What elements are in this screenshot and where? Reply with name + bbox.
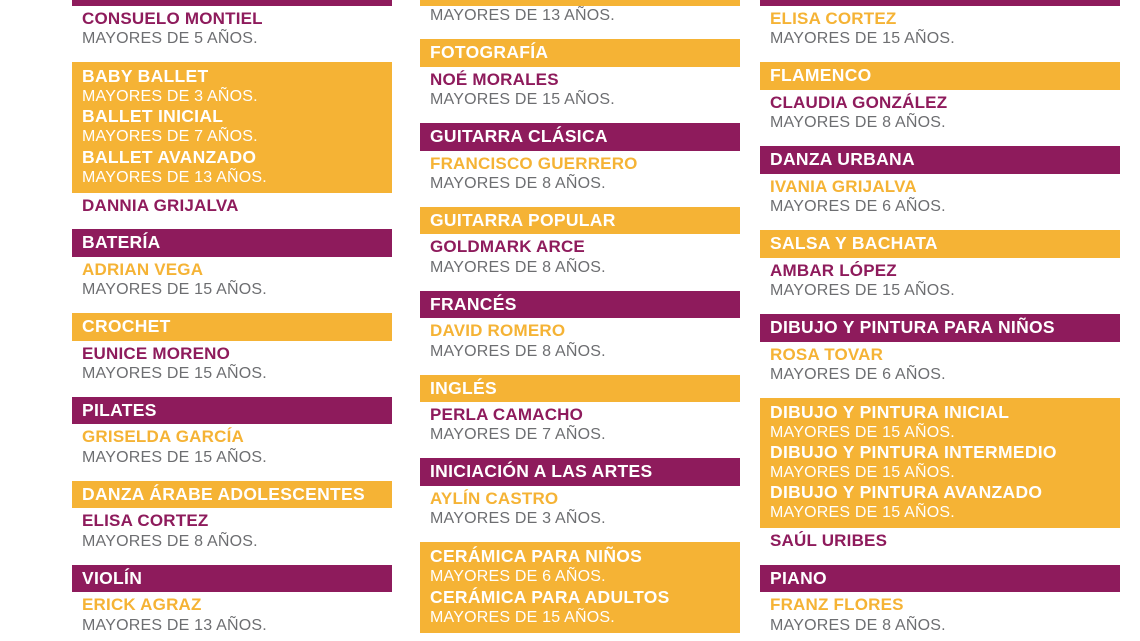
course-title-bar: CROCHET [72, 313, 392, 341]
course-block-violin [72, 565, 392, 636]
age-requirement: MAYORES DE 15 AÑOS. [770, 464, 955, 481]
age-requirement: MAYORES DE 15 AÑOS. [770, 281, 955, 299]
age-requirement: MAYORES DE 13 AÑOS. [430, 7, 615, 24]
course-title-bar: SALSA Y BACHATA [760, 230, 1120, 258]
age-requirement: MAYORES DE 6 AÑOS. [430, 568, 606, 586]
course-title-bar: PIANO [760, 565, 1120, 593]
teacher-name: PERLA CAMACHO [430, 405, 584, 425]
course-title-bar [760, 0, 1120, 6]
course-block-piano [760, 565, 1120, 636]
course-title-bar-group [420, 542, 740, 632]
course-block-iniciacion-artes [420, 458, 740, 529]
age-requirement: MAYORES DE 15 AÑOS. [770, 423, 955, 441]
teacher-name: DANNIA GRIJALVA [82, 195, 239, 215]
course-title-bar: DIBUJO Y PINTURA PARA NIÑOS [760, 314, 1120, 342]
course-title: BABY BALLET [82, 66, 209, 87]
teacher-name: GOLDMARK ARCE [430, 237, 585, 257]
teacher-name: ROSA TOVAR [770, 344, 884, 364]
age-requirement: MAYORES DE 15 AÑOS. [82, 364, 267, 382]
age-requirement: MAYORES DE 6 AÑOS. [770, 198, 946, 216]
teacher-name: EUNICE MORENO [82, 343, 231, 363]
course-title-bar: FLAMENCO [760, 62, 1120, 90]
age-requirement: MAYORES DE 15 AÑOS. [82, 448, 267, 466]
age-requirement: MAYORES DE 8 AÑOS. [430, 174, 606, 192]
age-requirement: MAYORES DE 8 AÑOS. [770, 114, 946, 132]
course-title-bar: INGLÉS [420, 375, 740, 403]
age-requirement: MAYORES DE 7 AÑOS. [430, 426, 606, 444]
teacher-name: CONSUELO MONTIEL [82, 9, 263, 28]
course-title-bar [72, 0, 392, 6]
age-requirement: MAYORES DE 15 AÑOS. [770, 504, 955, 522]
course-title: DIBUJO Y PINTURA INICIAL [770, 401, 1010, 422]
age-requirement: MAYORES DE 6 AÑOS. [770, 365, 946, 383]
age-requirement: MAYORES DE 8 AÑOS. [82, 532, 258, 550]
course-title: CERÁMICA PARA NIÑOS [430, 546, 643, 567]
age-requirement: MAYORES DE 13 AÑOS. [82, 616, 267, 634]
teacher-name: AMBAR LÓPEZ [770, 260, 897, 280]
course-block-bateria [72, 229, 392, 300]
teacher-name: ERICK AGRAZ [82, 595, 202, 615]
course-title-bar: DANZA URBANA [760, 146, 1120, 174]
course-title-bar-group [760, 398, 1120, 529]
teacher-name: ELISA CORTEZ [770, 9, 897, 28]
course-block-pilates [72, 397, 392, 468]
course-title-bar: GUITARRA POPULAR [420, 207, 740, 235]
teacher-name: NOÉ MORALES [430, 69, 559, 89]
teacher-name: AYLÍN CASTRO [430, 489, 559, 509]
course-block-flamenco [760, 62, 1120, 133]
course-title-bar: FRANCÉS [420, 291, 740, 319]
course-block-ceramica [420, 542, 740, 632]
age-requirement: MAYORES DE 3 AÑOS. [82, 88, 258, 106]
age-requirement: MAYORES DE 8 AÑOS. [770, 616, 946, 634]
course-title: BALLET AVANZADO [82, 146, 257, 167]
age-requirement: MAYORES DE 15 AÑOS. [82, 280, 267, 298]
teacher-name: ADRIAN VEGA [82, 259, 204, 279]
column-right [760, 0, 1140, 641]
course-block-frances [420, 291, 740, 362]
age-requirement: MAYORES DE 15 AÑOS. [430, 608, 615, 626]
course-title-bar: BATERÍA [72, 229, 392, 257]
course-title-bar: FOTOGRAFÍA [420, 39, 740, 67]
course-block-guitarra-clasica [420, 123, 740, 194]
course-block-partial-left [72, 0, 392, 49]
course-title-bar: DANZA ÁRABE ADOLESCENTES [72, 481, 392, 509]
teacher-name: GRISELDA GARCÍA [82, 427, 244, 447]
course-title: DIBUJO Y PINTURA INTERMEDIO [770, 442, 1057, 462]
course-block-ballet [72, 62, 392, 216]
course-block-danza-arabe [72, 481, 392, 552]
teacher-name: IVANIA GRIJALVA [770, 176, 917, 196]
age-requirement: MAYORES DE 15 AÑOS. [430, 90, 615, 108]
course-block-dibujo-niveles [760, 398, 1120, 552]
course-block-salsa-bachata [760, 230, 1120, 301]
teacher-name: SAÚL URIBES [770, 531, 888, 551]
age-requirement: MAYORES DE 5 AÑOS. [82, 30, 258, 48]
age-requirement: MAYORES DE 3 AÑOS. [430, 510, 606, 528]
course-title-bar: INICIACIÓN A LAS ARTES [420, 458, 740, 486]
course-block-dibujo-ninos [760, 314, 1120, 385]
age-requirement: MAYORES DE 15 AÑOS. [770, 30, 955, 48]
teacher-name: DAVID ROMERO [430, 321, 566, 341]
age-requirement: MAYORES DE 13 AÑOS. [82, 168, 267, 186]
column-center [412, 0, 760, 641]
course-block-partial-right [760, 0, 1120, 49]
course-title-bar: VIOLÍN [72, 565, 392, 593]
course-title-bar: GUITARRA CLÁSICA [420, 123, 740, 151]
course-block-partial-center [420, 0, 740, 26]
teacher-name: ELISA CORTEZ [82, 511, 209, 531]
course-title: CERÁMICA PARA ADULTOS [430, 586, 670, 607]
course-title-bar: PILATES [72, 397, 392, 425]
course-title-bar-group [72, 62, 392, 193]
course-block-fotografia [420, 39, 740, 110]
course-block-danza-urbana [760, 146, 1120, 217]
course-title: DIBUJO Y PINTURA AVANZADO [770, 482, 1043, 503]
teacher-name: FRANZ FLORES [770, 595, 904, 615]
course-block-crochet [72, 313, 392, 384]
age-requirement: MAYORES DE 8 AÑOS. [430, 258, 606, 276]
age-requirement: MAYORES DE 7 AÑOS. [82, 128, 258, 146]
teacher-name: FRANCISCO GUERRERO [430, 153, 638, 173]
teacher-name: CLAUDIA GONZÁLEZ [770, 92, 948, 112]
column-left [0, 0, 412, 641]
course-title: BALLET INICIAL [82, 106, 224, 127]
course-block-guitarra-popular [420, 207, 740, 278]
age-requirement: MAYORES DE 8 AÑOS. [430, 342, 606, 360]
course-block-ingles [420, 375, 740, 446]
